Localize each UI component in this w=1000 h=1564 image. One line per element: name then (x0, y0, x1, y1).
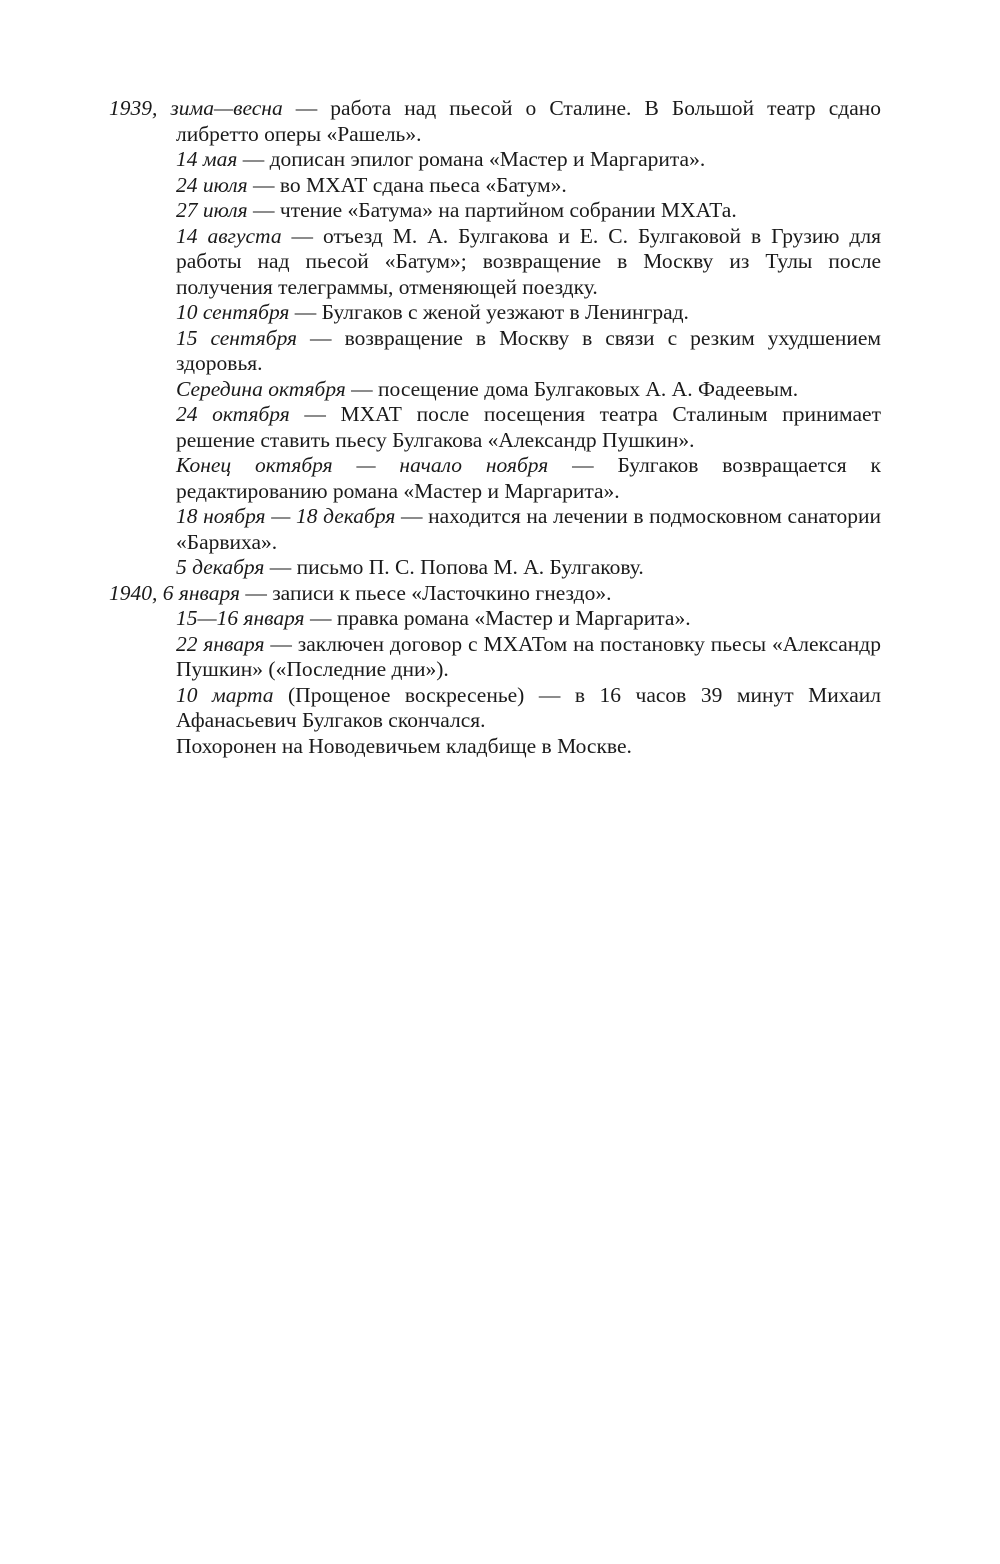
entry-text: — заключен договор с МХАТом на постановку пьесы «Александр Пушкин» («Последние дни»). (176, 631, 882, 681)
entry-text: — записи к пьесе «Ласточкино гнездо». (239, 580, 612, 605)
chronology-entry (109, 453, 881, 504)
entry-date: 18 ноября — 18 декабря (176, 504, 396, 528)
chronology-entry (109, 683, 881, 734)
entry-date: 5 декабря (176, 555, 265, 579)
chronology-entry (109, 173, 881, 199)
chronology-entry (109, 581, 881, 607)
entry-date: 10 сентября (176, 300, 290, 324)
entry-date: Конец октября — начало ноября (176, 453, 549, 477)
entry-date: 24 июля (176, 172, 248, 197)
entry-date: 27 июля (176, 198, 248, 222)
entry-text: — Булгаков с женой уезжают в Ленинград. (289, 300, 689, 324)
entry-text: Похоронен на Новодевичьем кладбище в Москве. (176, 733, 632, 758)
entry-text: — чтение «Батума» на партийном собрании МХАТа. (247, 198, 737, 222)
entry-date: 24 октября (176, 402, 290, 426)
chronology-entry (109, 504, 881, 555)
entry-date: 15—16 января (176, 606, 305, 630)
entry-text: — отъезд М. А. Булгакова и Е. С. Булгаковой в Грузию для работы над пьесой «Батум»; возвращение в Москву из Тулы после получения телеграммы, отменяющей поездку. (176, 223, 881, 299)
chronology-entry (109, 606, 881, 632)
entry-text: (Прощеное воскресенье) — в 16 часов 39 минут Михаил Афанасьевич Булгаков скончался. (176, 682, 881, 732)
chronology-page (109, 96, 881, 759)
chronology-entry (109, 377, 881, 403)
entry-date: 14 августа (176, 223, 282, 248)
entry-text: — работа над пьесой о Сталине. В Большой театр сдано либретто оперы «Рашель». (176, 96, 881, 146)
entry-text: — посещение дома Булгаковых А. А. Фадеевым. (345, 376, 799, 401)
entry-date: 15 сентября (176, 325, 298, 350)
entry-text: — во МХАТ сдана пьеса «Батум». (247, 172, 567, 197)
chronology-entry (109, 198, 881, 224)
entry-text: — возвращение в Москву в связи с резким ухудшением здоровья. (176, 325, 882, 375)
chronology-entry (109, 300, 881, 326)
entry-date: 1939, зима—весна (109, 96, 283, 120)
chronology-entry (109, 96, 881, 147)
entry-date: Середина октября (176, 376, 346, 401)
entry-date: 14 мая (176, 147, 238, 171)
entry-text: — Булгаков возвращается к редактированию романа «Мастер и Маргарита». (176, 453, 881, 503)
entry-text: — дописан эпилог романа «Мастер и Маргарита». (237, 147, 706, 171)
chronology-entry (109, 147, 881, 173)
chronology-entry (109, 632, 881, 683)
entry-date: 1940, 6 января (109, 580, 240, 605)
entry-date: 22 января (176, 631, 265, 656)
chronology-entry (109, 326, 881, 377)
chronology-entry (109, 402, 881, 453)
entry-text: — находится на лечении в подмосковном санатории «Барвиха». (176, 504, 882, 554)
chronology-entry (109, 224, 881, 301)
entry-text: — правка романа «Мастер и Маргарита». (304, 606, 691, 630)
entry-text: — МХАТ после посещения театра Сталиным принимает решение ставить пьесу Булгакова «Александр Пушкин». (176, 402, 881, 452)
chronology-entry (109, 734, 881, 760)
entry-date: 10 марта (176, 682, 274, 707)
chronology-entry (109, 555, 881, 581)
entry-text: — письмо П. С. Попова М. А. Булгакову. (264, 555, 644, 579)
